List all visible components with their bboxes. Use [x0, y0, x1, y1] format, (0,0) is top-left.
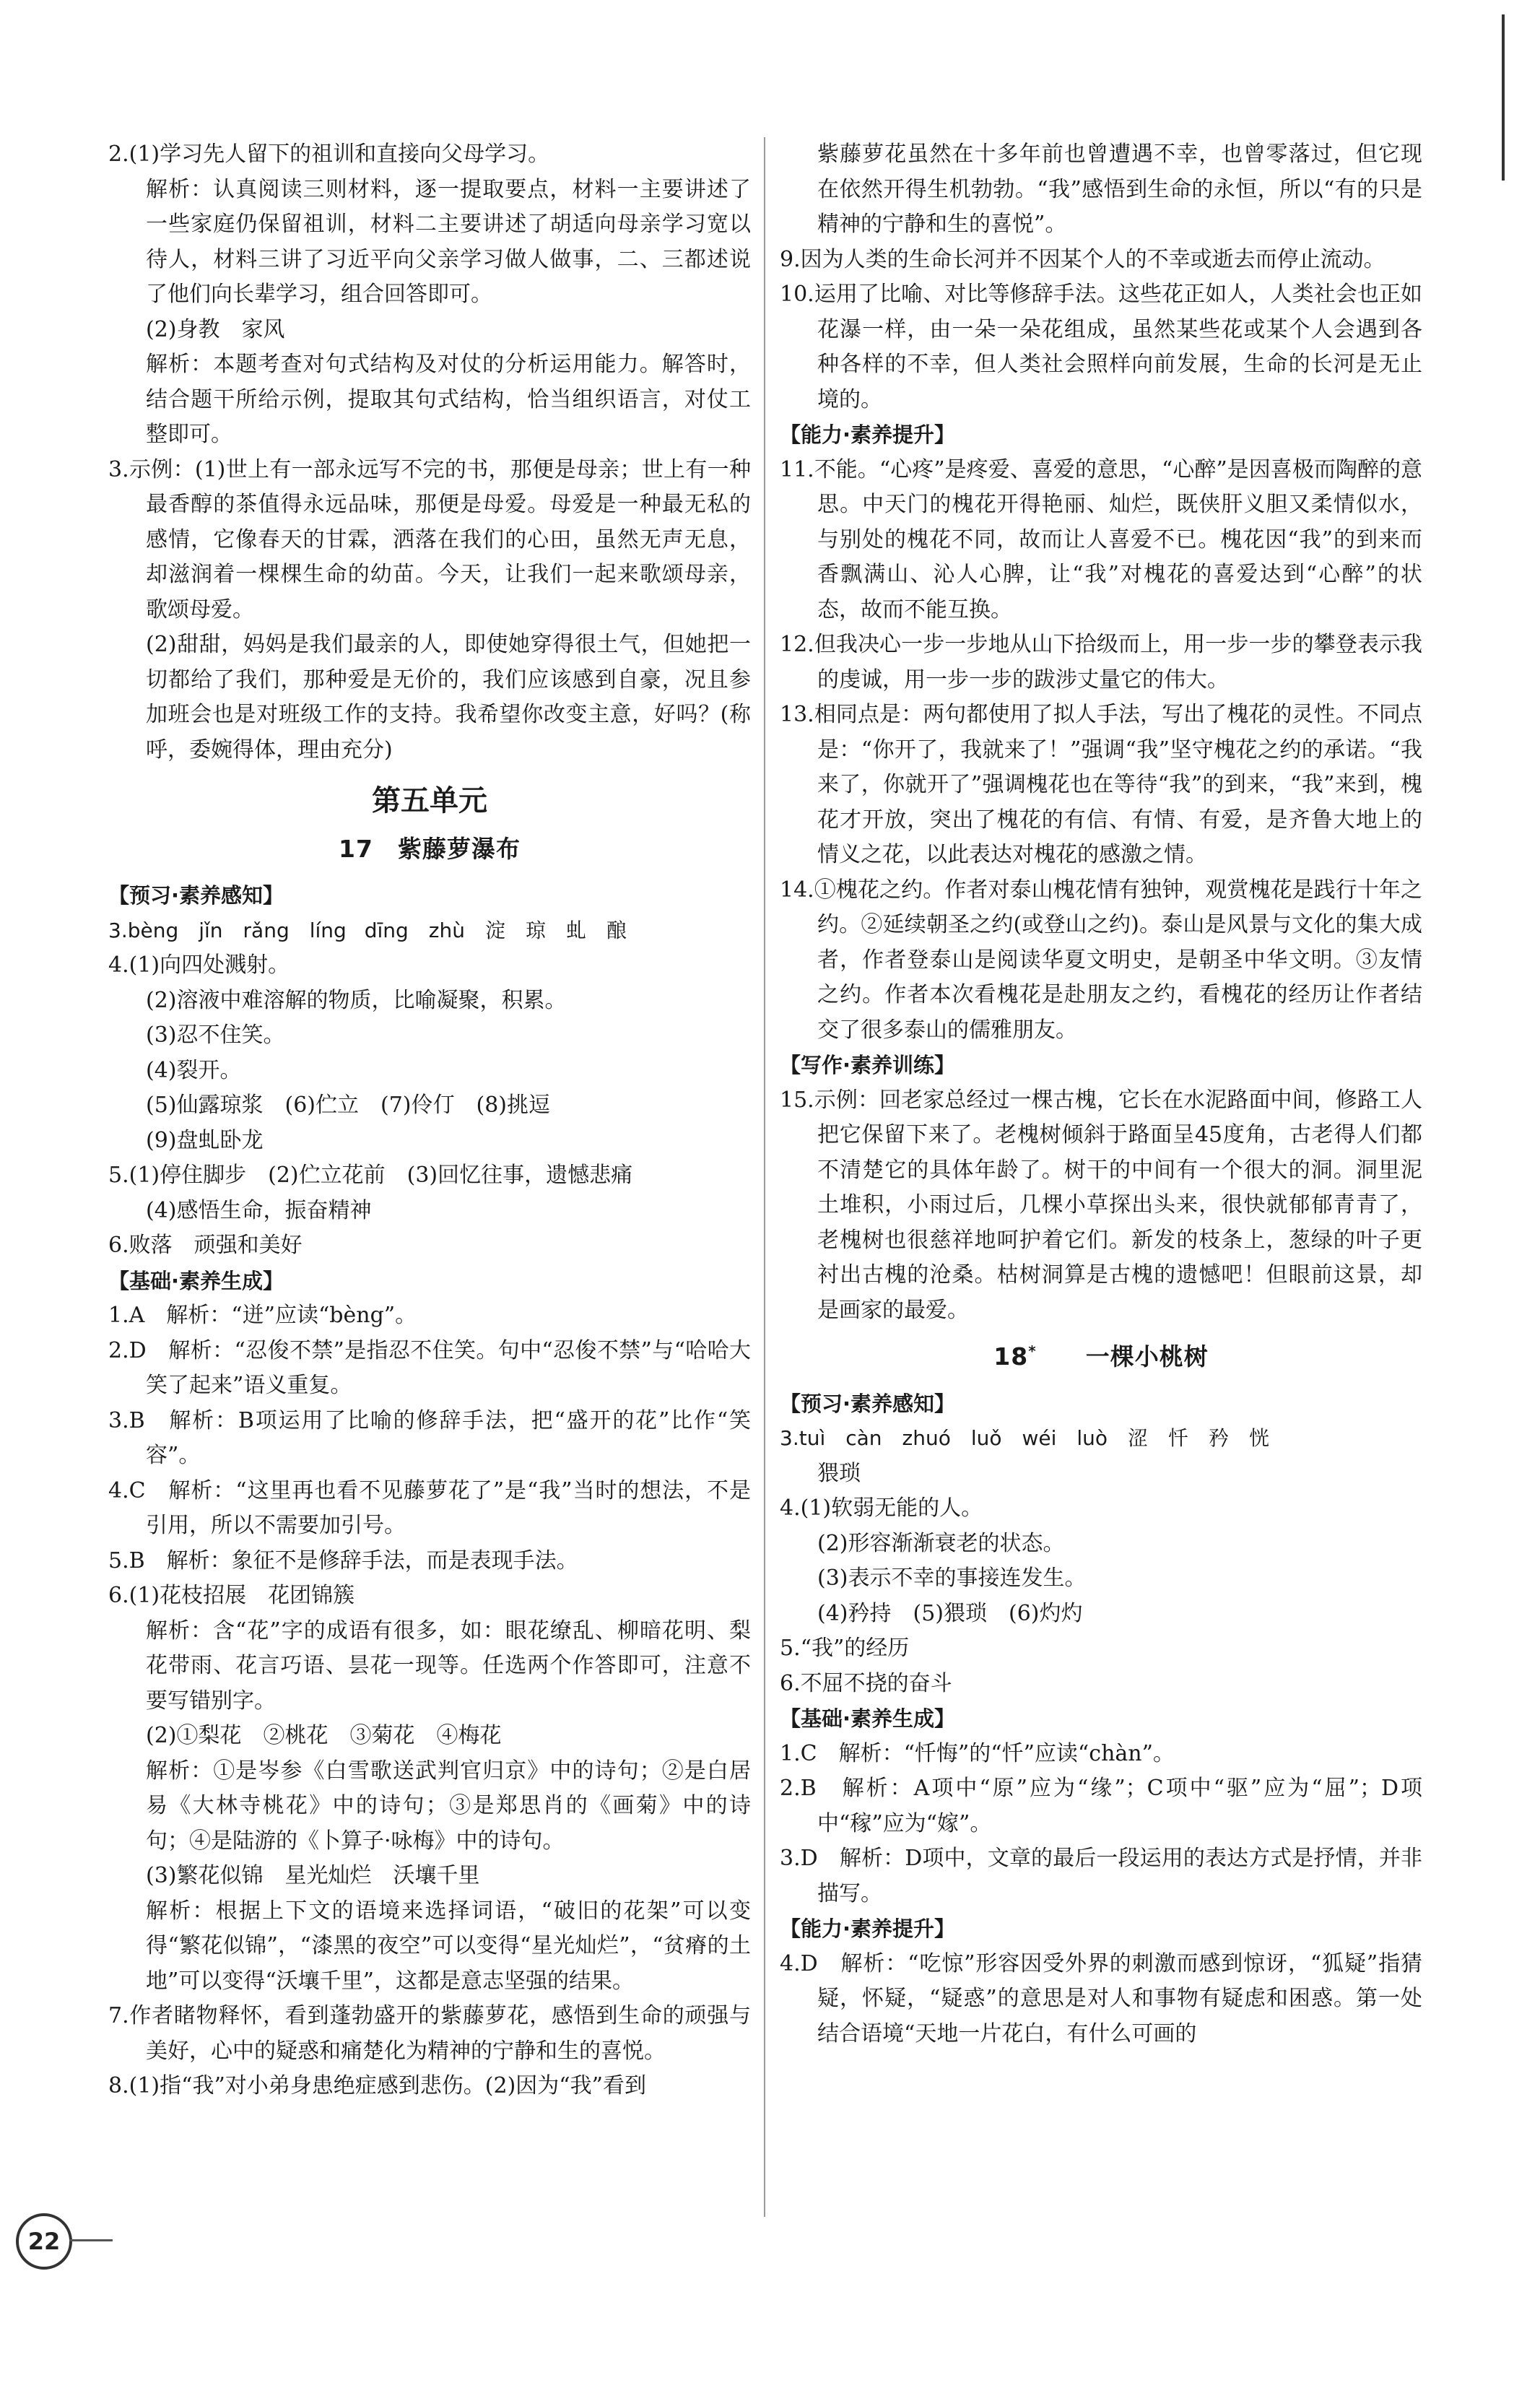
- unit-title: 第五单元: [372, 784, 487, 817]
- page-number-rule: [69, 2239, 113, 2241]
- basic-6-3: (3)繁花似锦 星光灿烂 沃壤千里: [146, 1863, 480, 1888]
- section-basic: 【基础·素养生成】: [108, 1268, 284, 1293]
- answer-2-1: 2.(1)学习先人留下的祖训和直接向父母学习。: [108, 142, 550, 167]
- lesson-18-title: [780, 1334, 1422, 1375]
- basic-7: 7.作者睹物释怀，看到蓬勃盛开的紫藤萝花，感悟到生命的顽强与美好，心中的疑惑和痛楚化为精神的宁静和生的喜悦。: [108, 2003, 751, 2064]
- basic18-3: 3.D 解析：D项中，文章的最后一段运用的表达方式是抒情，并非描写。: [780, 1846, 1422, 1906]
- lesson-18-name: 一棵小桃树: [1085, 1342, 1209, 1371]
- basic-6-1: 6.(1)花枝招展 花团锦簇: [108, 1583, 355, 1608]
- basic18-2: 2.B 解析：A项中“原”应为“缘”；C项中“驱”应为“屈”；D项中“稼”应为“嫁”。: [780, 1776, 1422, 1836]
- section-basic-18: 【基础·素养生成】: [780, 1706, 956, 1731]
- answer-3-1: 3.示例：(1)世上有一部永远写不完的书，那便是母亲；世上有一种最香醇的茶值得永远品味，那便是母爱。母爱是一种最无私的感情，它像春天的甘霖，洒落在我们的心田，虽然无声无息，却滋润着一棵棵生命的幼苗。今天，让我们一起来歌颂母亲，歌颂母爱。: [108, 456, 751, 622]
- ability-11: 11.不能。“心疼”是疼爱、喜爱的意思，“心醉”是因喜极而陶醉的意思。中天门的槐花开得艳丽、灿烂，既侠肝义胆又柔情似水，与别处的槐花不同，故而让人喜爱不已。槐花因“我”的到来而香飘满山、沁人心脾，让“我”对槐花的喜爱达到“心醉”的状态，故而不能互换。: [780, 456, 1422, 622]
- preview18-6: 6.不屈不挠的奋斗: [780, 1670, 952, 1696]
- lesson-18-star: *: [1028, 1342, 1037, 1360]
- preview-3-pinyin: 3.bèng jǐn rǎng líng dīng zhù 淀 琼 虬 酿: [108, 918, 627, 942]
- preview-4-2: (2)溶液中难溶解的物质，比喻凝聚，积累。: [146, 987, 567, 1013]
- ability-12: 12.但我决心一步一步地从山下拾级而上，用一步一步的攀登表示我的虔诚，用一步一步的跋涉丈量它的伟大。: [780, 632, 1422, 692]
- left-column: [108, 137, 751, 2104]
- answer-2-2: (2)身教 家风: [146, 316, 285, 342]
- basic-8: 8.(1)指“我”对小弟身患绝症感到悲伤。(2)因为“我”看到: [108, 2073, 646, 2098]
- analysis-2-1: 解析：认真阅读三则材料，逐一提取要点，材料一主要讲述了一些家庭仍保留祖训，材料二主要讲述了胡适向母亲学习宽以待人，材料三讲了习近平向父亲学习做人做事，二、三都述说了他们向长辈学习，组合回答即可。: [146, 176, 751, 307]
- column-divider: [764, 137, 765, 2217]
- preview18-5: 5.“我”的经历: [780, 1636, 910, 1661]
- basic18-1: 1.C 解析：“忏悔”的“忏”应读“chàn”。: [780, 1740, 1175, 1766]
- basic-9: 9.因为人类的生命长河并不因某个人的不幸或逝去而停止流动。: [780, 246, 1385, 272]
- page-number: 22: [27, 2228, 61, 2255]
- preview18-4-2: (2)形容渐渐衰老的状态。: [817, 1530, 1065, 1556]
- basic-5: 5.B 解析：象征不是修辞手法，而是表现手法。: [108, 1547, 578, 1573]
- section-ability-18: 【能力·素养提升】: [780, 1916, 956, 1941]
- section-writing: 【写作·素养训练】: [780, 1053, 956, 1077]
- answer-3-2: (2)甜甜，妈妈是我们最亲的人，即使她穿得很土气，但她把一切都给了我们，那种爱是无价的，我们应该感到自豪，况且参加班会也是对班级工作的支持。我希望你改变主意，好吗？(称呼，委婉得体，理由充分): [146, 632, 751, 763]
- edge-mark: [1502, 14, 1505, 181]
- preview-4-3: (3)忍不住笑。: [146, 1023, 285, 1048]
- basic-3: 3.B 解析：B项运用了比喻的修辞手法，把“盛开的花”比作“笑容”。: [108, 1407, 751, 1468]
- preview18-4-3: (3)表示不幸的事接连发生。: [817, 1566, 1087, 1591]
- preview-4-6: (9)盘虬卧龙: [146, 1127, 264, 1153]
- basic-6-2-analysis: 解析：①是岑参《白雪歌送武判官归京》中的诗句；②是白居易《大林寺桃花》中的诗句；③是郑思肖的《画菊》中的诗句；④是陆游的《卜算子·咏梅》中的诗句。: [146, 1758, 751, 1854]
- analysis-2-2: 解析：本题考查对句式结构及对仗的分析运用能力。解答时，结合题干所给示例，提取其句式结构，恰当组织语言，对仗工整即可。: [146, 352, 751, 447]
- section-preview: 【预习·素养感知】: [108, 883, 284, 908]
- preview-5-1: 5.(1)停住脚步 (2)伫立花前 (3)回忆往事，遗憾悲痛: [108, 1163, 633, 1188]
- basic-8-continued: 紫藤萝花虽然在十多年前也曾遭遇不幸，也曾零落过，但它现在依然开得生机勃勃。“我”感悟到生命的永恒，所以“有的只是精神的宁静和生的喜悦”。: [817, 142, 1422, 237]
- ability-13: 13.相同点是：两句都使用了拟人手法，写出了槐花的灵性。不同点是：“你开了，我就来了！”强调“我”坚守槐花之约的承诺。“我来了，你就开了”强调槐花也在等待“我”的到来，“我”来到，槐花才开放，突出了槐花的有信、有情、有爱，是齐鲁大地上的情义之花，以此表达对槐花的感激之情。: [780, 702, 1422, 867]
- basic-6-2: (2)①梨花 ②桃花 ③菊花 ④梅花: [146, 1723, 502, 1748]
- basic-6-1-analysis: 解析：含“花”字的成语有很多，如：眼花缭乱、柳暗花明、梨花带雨、花言巧语、昙花一现等。任选两个作答即可，注意不要写错别字。: [146, 1618, 751, 1714]
- preview-4-5: (5)仙露琼浆 (6)伫立 (7)伶仃 (8)挑逗: [146, 1093, 550, 1118]
- basic-4: 4.C 解析：“这里再也看不见藤萝花了”是“我”当时的想法，不是引用，所以不需要加引号。: [108, 1477, 751, 1538]
- page-number-badge: [16, 2213, 72, 2270]
- right-column: [780, 137, 1422, 2051]
- section-preview-18: 【预习·素养感知】: [780, 1391, 956, 1416]
- preview18-4-4: (4)矜持 (5)猥琐 (6)灼灼: [817, 1600, 1083, 1626]
- basic-2: 2.D 解析：“忍俊不禁”是指忍不住笑。句中“忍俊不禁”与“哈哈大笑了起来”语义重复。: [108, 1337, 751, 1398]
- preview-6: 6.败落 顽强和美好: [108, 1233, 303, 1258]
- lesson-18-number: 18: [993, 1342, 1029, 1371]
- preview18-4-1: 4.(1)软弱无能的人。: [780, 1495, 983, 1521]
- ability-14: 14.①槐花之约。作者对泰山槐花情有独钟，观赏槐花是践行十年之约。②延续朝圣之约(或登山之约)。泰山是风景与文化的集大成者，作者登泰山是阅读华夏文明史，是朝圣中华文明。③友情之约。作者本次看槐花是赴朋友之约，看槐花的经历让作者结交了很多泰山的儒雅朋友。: [780, 877, 1422, 1043]
- preview18-3-cont: 猥琐: [817, 1460, 861, 1486]
- ability18-4: 4.D 解析：“吃惊”形容因受外界的刺激而感到惊讶，“狐疑”指猜疑，怀疑，“疑惑”的意思是对人和事物有疑虑和困惑。第一处结合语境“天地一片花白，有什么可画的: [780, 1950, 1422, 2046]
- preview-5-2: (4)感悟生命，振奋精神: [146, 1197, 372, 1223]
- basic-1: 1.A 解析：“迸”应读“bèng”。: [108, 1303, 417, 1328]
- section-ability: 【能力·素养提升】: [780, 422, 956, 447]
- preview-4-1: 4.(1)向四处溅射。: [108, 952, 290, 978]
- basic-6-3-analysis: 解析：根据上下文的语境来选择词语，“破旧的花架”可以变得“繁花似锦”，“漆黑的夜空”可以变得“星光灿烂”，“贫瘠的土地”可以变得“沃壤千里”，这都是意志坚强的结果。: [146, 1898, 751, 1994]
- writing-15: 15.示例：回老家总经过一棵古槐，它长在水泥路面中间，修路工人把它保留下来了。老槐树倾斜于路面呈45度角，古老得人们都不清楚它的具体年龄了。树干的中间有一个很大的洞。洞里泥土堆积，小雨过后，几棵小草探出头来，很快就郁郁青青了，老槐树也很慈祥地呵护着它们。新发的枝条上，葱绿的叶子更衬出古槐的沧桑。枯树洞算是古槐的遗憾吧！但眼前这景，却是画家的最爱。: [780, 1087, 1422, 1323]
- preview18-3: 3.tuì càn zhuó luǒ wéi luò 涩 忏 矜 恍: [780, 1426, 1270, 1450]
- basic-10: 10.运用了比喻、对比等修辞手法。这些花正如人，人类社会也正如花瀑一样，由一朵一朵花组成，虽然某些花或某个人会遇到各种各样的不幸，但人类社会照样向前发展，生命的长河是无止境的。: [780, 282, 1422, 412]
- preview-4-4: (4)裂开。: [146, 1057, 242, 1083]
- lesson-17-title: 17 紫藤萝瀑布: [339, 834, 521, 863]
